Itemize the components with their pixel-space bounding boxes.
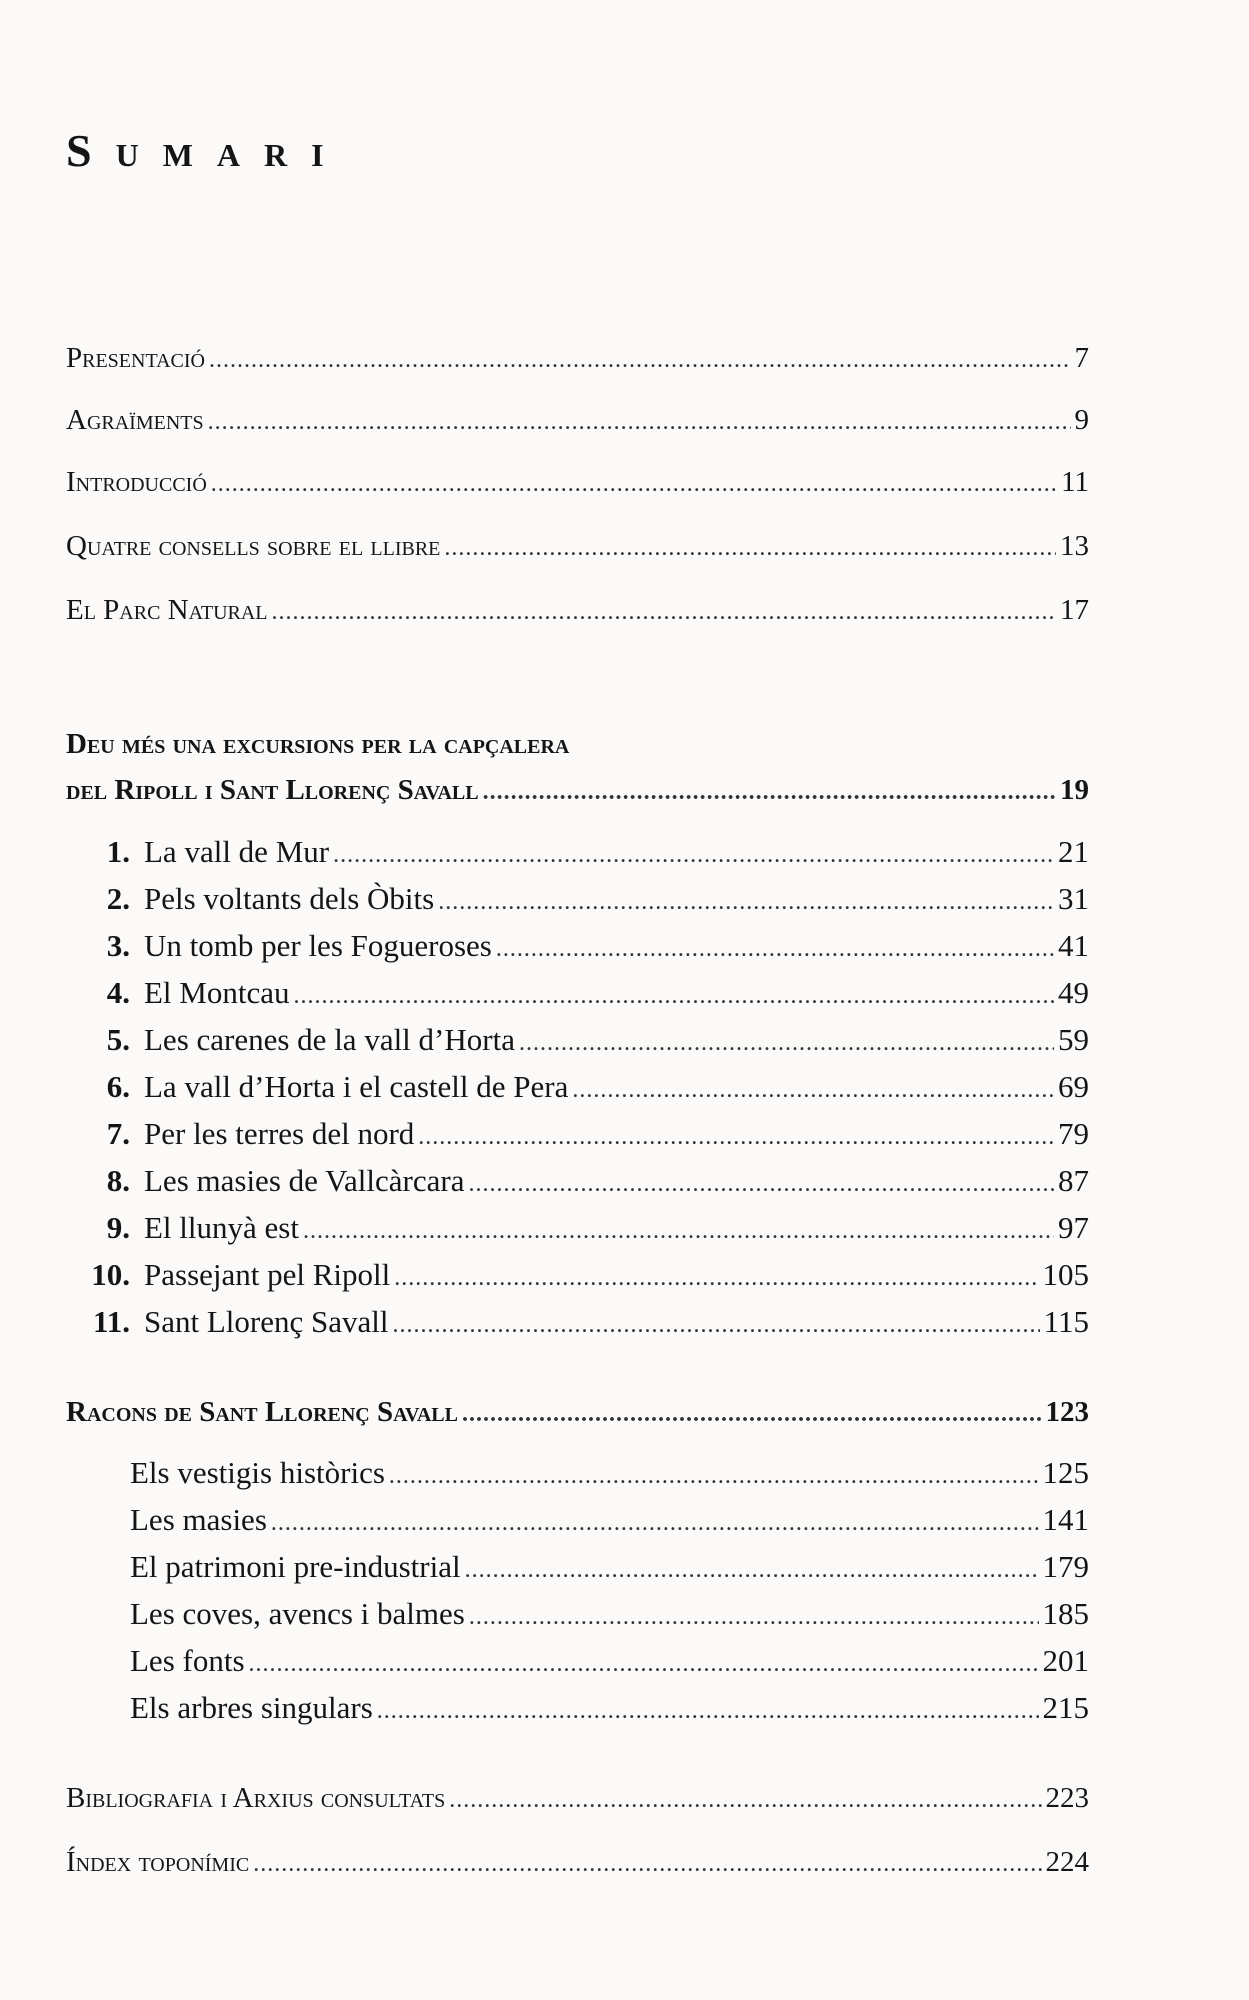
toc-entry-parc-natural[interactable] [66, 594, 1089, 627]
toc-page-number: 7 [1074, 342, 1089, 374]
toc-section-racons[interactable] [66, 1396, 1089, 1429]
toc-chapter-10[interactable] [74, 1257, 1089, 1293]
toc-entry-agraiments[interactable] [66, 404, 1089, 437]
dot-leader [333, 842, 1054, 869]
toc-page-number: 21 [1058, 834, 1089, 869]
dot-leader [519, 1030, 1054, 1057]
toc-entry-presentacio[interactable] [66, 342, 1089, 375]
dot-leader [294, 983, 1055, 1010]
toc-entry-label: Presentació [66, 342, 205, 374]
dot-leader [209, 347, 1071, 374]
toc-page-number: 41 [1058, 928, 1089, 963]
chapter-number: 1. [106, 834, 130, 869]
section-heading-excursions: Deu més una excursions per la capçalera [66, 728, 570, 760]
toc-entry-label: Quatre consells sobre el llibre [66, 530, 441, 562]
toc-entry-bibliografia[interactable] [66, 1782, 1089, 1815]
toc-entry-label: Les fonts [130, 1643, 245, 1678]
toc-page-number: 125 [1042, 1455, 1089, 1490]
dot-leader [438, 889, 1054, 916]
chapter-title: Les carenes de la vall d’Horta [144, 1022, 515, 1057]
toc-page-number: 215 [1042, 1690, 1089, 1725]
chapter-title: Passejant pel Ripoll [144, 1257, 391, 1292]
chapter-title: Un tomb per les Fogueroses [144, 928, 492, 963]
dot-leader [393, 1312, 1040, 1339]
toc-page-number: 13 [1060, 530, 1089, 562]
chapter-title: El Montcau [144, 975, 290, 1010]
toc-entry-label: El patrimoni pre-industrial [130, 1549, 461, 1584]
toc-entry-label: Índex toponímic [66, 1846, 250, 1878]
toc-chapter-2[interactable] [74, 881, 1089, 917]
dot-leader [303, 1218, 1054, 1245]
toc-page-number: 97 [1058, 1210, 1089, 1245]
toc-entry-label: Els arbres singulars [130, 1690, 373, 1725]
toc-page-number: 11 [1061, 466, 1089, 498]
section-heading-line2: del Ripoll i Sant Llorenç Savall [66, 774, 479, 806]
chapter-number: 6. [106, 1069, 130, 1104]
toc-page-number: 185 [1042, 1596, 1089, 1631]
chapter-title: Pels voltants dels Òbits [144, 881, 435, 916]
chapter-number: 7. [106, 1116, 130, 1151]
toc-page-number: 31 [1058, 881, 1089, 916]
toc-chapter-3[interactable] [74, 928, 1089, 964]
toc-chapter-1[interactable] [74, 834, 1089, 870]
dot-leader [449, 1787, 1041, 1814]
dot-leader [253, 1851, 1041, 1878]
dot-leader [468, 1171, 1054, 1198]
toc-page-number: 105 [1042, 1257, 1089, 1292]
toc-page-number: 69 [1058, 1069, 1089, 1104]
chapter-number: 2. [106, 881, 130, 916]
toc-chapter-4[interactable] [74, 975, 1089, 1011]
dot-leader [465, 1557, 1039, 1584]
toc-chapter-5[interactable] [74, 1022, 1089, 1058]
toc-subitem-coves[interactable] [130, 1596, 1089, 1632]
toc-entry-introduccio[interactable] [66, 466, 1089, 499]
chapter-number: 11. [92, 1304, 130, 1339]
chapter-title: La vall de Mur [144, 834, 330, 869]
dot-leader [272, 599, 1056, 626]
chapter-number: 9. [106, 1210, 130, 1245]
chapter-title: Les masies de Vallcàrcara [144, 1163, 465, 1198]
dot-leader [483, 779, 1056, 806]
dot-leader [211, 471, 1057, 498]
toc-chapter-7[interactable] [74, 1116, 1089, 1152]
chapter-title: Sant Llorenç Savall [144, 1304, 389, 1339]
section-heading-racons: Racons de Sant Llorenç Savall [66, 1396, 458, 1428]
dot-leader [208, 409, 1071, 436]
toc-subitem-fonts[interactable] [130, 1643, 1089, 1679]
toc-entry-label: Les masies [130, 1502, 267, 1537]
chapter-title: La vall d’Horta i el castell de Pera [144, 1069, 569, 1104]
toc-entry-quatre-consells[interactable] [66, 530, 1089, 563]
toc-page-number: 87 [1058, 1163, 1089, 1198]
toc-subitem-patrimoni[interactable] [130, 1549, 1089, 1585]
chapter-number: 10. [91, 1257, 130, 1292]
toc-page-number: 224 [1045, 1846, 1089, 1878]
toc-page-number: 115 [1043, 1304, 1089, 1339]
page-title: Sumari [66, 125, 348, 176]
chapter-number: 8. [106, 1163, 130, 1198]
toc-chapter-6[interactable] [74, 1069, 1089, 1105]
toc-entry-label: Introducció [66, 466, 207, 498]
toc-subitem-vestigis[interactable] [130, 1455, 1089, 1491]
chapter-number: 5. [106, 1022, 130, 1057]
toc-subitem-masies[interactable] [130, 1502, 1089, 1538]
chapter-number: 3. [106, 928, 130, 963]
toc-page-number: 49 [1058, 975, 1089, 1010]
dot-leader [572, 1077, 1054, 1104]
toc-page-number: 141 [1042, 1502, 1089, 1537]
toc-chapter-9[interactable] [74, 1210, 1089, 1246]
dot-leader [394, 1265, 1038, 1292]
chapter-title: Per les terres del nord [144, 1116, 415, 1151]
dot-leader [496, 936, 1054, 963]
toc-entry-label: Bibliografia i Arxius consultats [66, 1782, 446, 1814]
toc-page-number: 19 [1060, 774, 1089, 806]
toc-page-number: 79 [1058, 1116, 1089, 1151]
toc-page-number: 223 [1045, 1782, 1089, 1814]
dot-leader [418, 1124, 1054, 1151]
toc-subitem-arbres[interactable] [130, 1690, 1089, 1726]
toc-page-number: 59 [1058, 1022, 1089, 1057]
dot-leader [249, 1651, 1039, 1678]
toc-entry-label: Agraïments [66, 404, 204, 436]
toc-chapter-11[interactable] [74, 1304, 1089, 1340]
dot-leader [389, 1463, 1039, 1490]
toc-entry-label: Els vestigis històrics [130, 1455, 385, 1490]
dot-leader [271, 1510, 1039, 1537]
toc-entry-label: Les coves, avencs i balmes [130, 1596, 465, 1631]
chapter-number: 4. [106, 975, 130, 1010]
dot-leader [462, 1401, 1042, 1428]
toc-entry-label: El Parc Natural [66, 594, 268, 626]
toc-page-number: 201 [1042, 1643, 1089, 1678]
toc-page-number: 179 [1042, 1549, 1089, 1584]
dot-leader [444, 535, 1056, 562]
dot-leader [469, 1604, 1039, 1631]
toc-chapter-8[interactable] [74, 1163, 1089, 1199]
toc-page-number: 123 [1045, 1396, 1089, 1428]
dot-leader [377, 1698, 1039, 1725]
toc-page-number: 17 [1060, 594, 1089, 626]
toc-page-number: 9 [1074, 404, 1089, 436]
toc-section-excursions[interactable] [66, 774, 1089, 807]
chapter-title: El llunyà est [144, 1210, 299, 1245]
toc-entry-index[interactable] [66, 1846, 1089, 1879]
